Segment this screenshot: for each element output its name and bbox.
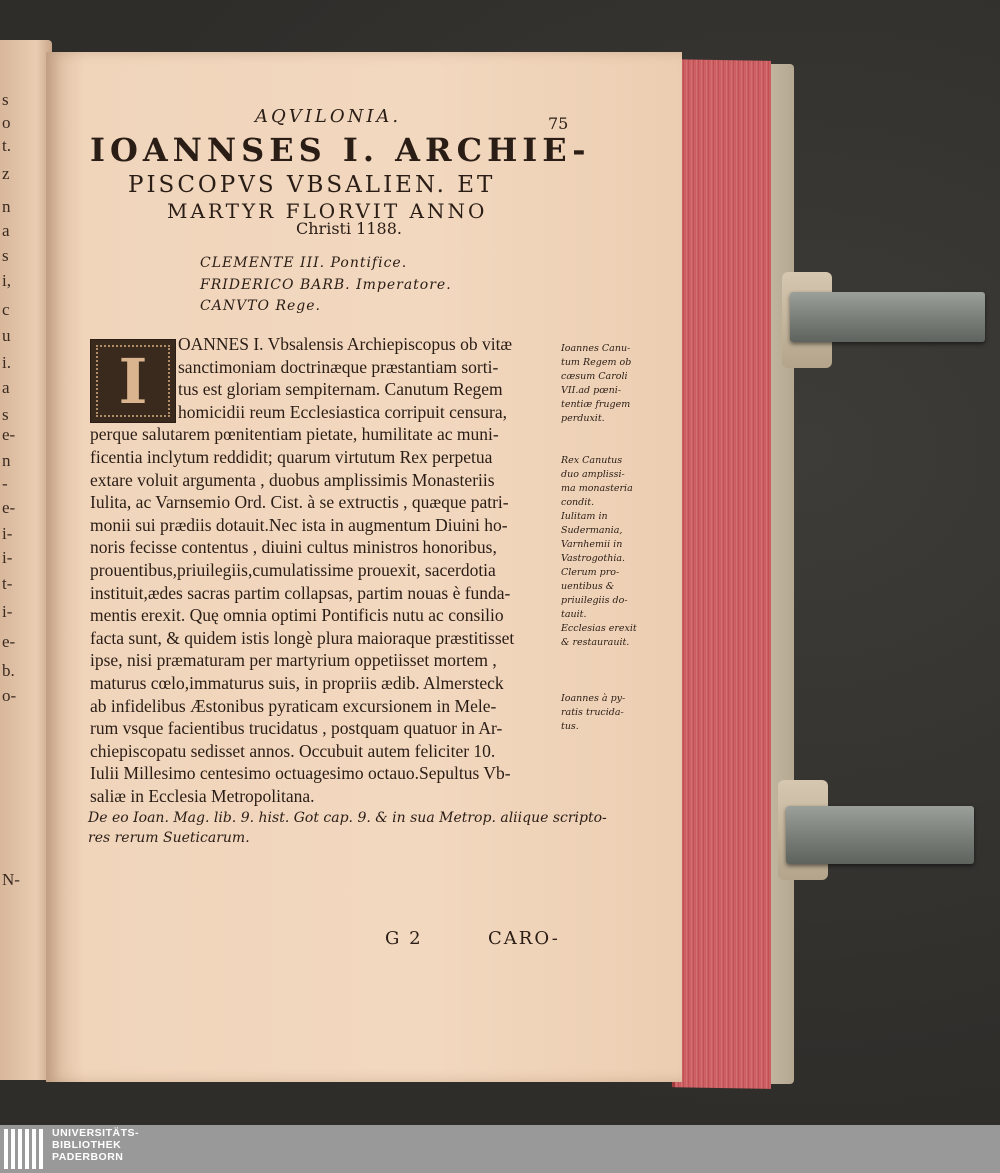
decorated-initial bbox=[90, 339, 176, 423]
margin-note-line: Ioannes à py- bbox=[561, 693, 626, 704]
body-line: instituit,ædes sacras partim collapsas, partim nouas è funda- bbox=[90, 582, 511, 603]
title-line-4: Christi 1188. bbox=[296, 219, 402, 238]
left-edge-fragment: u bbox=[2, 326, 11, 345]
left-edge-fragment: s bbox=[2, 246, 9, 265]
left-edge-fragment: s bbox=[2, 405, 9, 424]
left-edge-fragment: a bbox=[2, 221, 10, 240]
margin-note-line: tentiæ frugem bbox=[561, 399, 631, 410]
left-edge-fragment: o- bbox=[2, 686, 17, 705]
body-line: Iulita, ac Varnsemio Ord. Cist. à se extructis , quæque patri- bbox=[90, 492, 509, 513]
left-edge-fragment: - bbox=[2, 474, 8, 493]
page-edges bbox=[672, 59, 771, 1089]
left-edge-fragment: e- bbox=[2, 498, 16, 517]
left-edge-fragment: t. bbox=[2, 136, 11, 155]
context-line-3: CANVTO Rege. bbox=[200, 298, 321, 314]
body-line: facta sunt, & quidem istis longè plura maioraque præstitisset bbox=[90, 627, 515, 648]
margin-note-line: Sudermania, bbox=[561, 525, 623, 536]
library-logo-icon bbox=[2, 1125, 46, 1173]
footnote-line-1: De eo Ioan. Mag. lib. 9. hist. Got cap. 9. & in sua Metrop. aliique scripto- bbox=[88, 810, 607, 826]
left-edge-fragment: i- bbox=[2, 524, 13, 543]
margin-note-line: Vastrogothia. bbox=[561, 553, 626, 564]
left-edge-fragment: i, bbox=[2, 271, 11, 290]
left-edge-fragment: i- bbox=[2, 548, 13, 567]
left-edge-fragment: c bbox=[2, 300, 10, 319]
margin-note-line: condit. bbox=[561, 497, 595, 508]
body-line: rum vsque facientibus trucidatus , postquam quatuor in Ar- bbox=[90, 718, 503, 739]
margin-note-line: Iulitam in bbox=[561, 511, 608, 522]
left-edge-fragment: i. bbox=[2, 353, 11, 372]
margin-note-line: ma monasteria bbox=[561, 483, 633, 494]
margin-note-line: Rex Canutus bbox=[561, 455, 623, 466]
margin-note-line: uentibus & bbox=[561, 581, 615, 592]
body-line: mentis erexit. Quę omnia optimi Pontificis nutu ac consilio bbox=[90, 605, 504, 626]
footnote-line-2: res rerum Sueticarum. bbox=[88, 830, 250, 846]
body-line: chiepiscopatu sedisset annos. Occubuit autem feliciter 10. bbox=[90, 740, 496, 761]
left-edge-fragment: z bbox=[2, 164, 10, 183]
left-edge-fragment: a bbox=[2, 378, 10, 397]
margin-note-line: priuilegiis do- bbox=[561, 595, 628, 606]
left-edge-fragment: o bbox=[2, 113, 11, 132]
title-line-2: PISCOPVS VBSALIEN. ET bbox=[128, 172, 496, 198]
title-line-1: IOANNSES I. ARCHIE- bbox=[90, 131, 591, 169]
left-edge-fragment: n bbox=[2, 197, 11, 216]
context-line-1: CLEMENTE III. Pontifice. bbox=[200, 255, 408, 271]
body-line: tus est gloriam sempiternam. Canutum Regem bbox=[178, 379, 503, 400]
margin-note-line: VII.ad pœni- bbox=[561, 385, 621, 396]
library-name-line-1: UNIVERSITÄTS- bbox=[52, 1127, 140, 1139]
left-edge-fragment: e- bbox=[2, 425, 16, 444]
left-edge-fragment: t- bbox=[2, 574, 13, 593]
margin-note-line: tus. bbox=[561, 721, 579, 732]
catchword: CARO- bbox=[488, 928, 560, 949]
margin-note-line: tauit. bbox=[561, 609, 587, 620]
page-number: 75 bbox=[548, 114, 569, 133]
title-line-3: MARTYR FLORVIT ANNO bbox=[167, 199, 488, 223]
body-line: noris fecisse contentus , diuini cultus ministros honoribus, bbox=[90, 537, 497, 558]
margin-note-line: cæsum Caroli bbox=[561, 371, 628, 382]
body-line: ab infidelibus Æstonibus pyraticam excursionem in Mele- bbox=[90, 695, 497, 716]
body-line: perque salutarem pœnitentiam pietate, humilitate ac muni- bbox=[90, 424, 499, 445]
body-line: Iulii Millesimo centesimo octuagesimo octauo.Sepultus Vb- bbox=[90, 763, 511, 784]
body-line: saliæ in Ecclesia Metropolitana. bbox=[90, 786, 315, 806]
clasp-top bbox=[790, 292, 985, 342]
left-edge-fragment: e- bbox=[2, 632, 16, 651]
signature: G 2 bbox=[385, 928, 423, 949]
margin-note-line: & restaurauit. bbox=[561, 637, 630, 648]
body-line: OANNES I. Vbsalensis Archiepiscopus ob vitæ bbox=[178, 334, 513, 354]
signature-mark bbox=[385, 928, 560, 949]
clasp-bottom bbox=[786, 806, 974, 864]
context-line-2: FRIDERICO BARB. Imperatore. bbox=[200, 277, 452, 293]
left-edge-fragment: s bbox=[2, 90, 9, 109]
margin-note-line: tum Regem ob bbox=[561, 357, 632, 368]
left-edge-fragment: N- bbox=[2, 870, 20, 889]
body-line: ipse, nisi præmaturam per martyrium oppetiisset mortem , bbox=[90, 650, 497, 671]
body-line: maturus cœlo,immaturus suis, in propriis ædib. Almersteck bbox=[90, 673, 504, 693]
margin-note-line: Ecclesias erexit bbox=[561, 623, 637, 634]
margin-note-line: perduxit. bbox=[561, 413, 605, 424]
body-line: sanctimoniam doctrinæque præstantiam sorti- bbox=[178, 356, 499, 377]
margin-note-line: Clerum pro- bbox=[561, 567, 620, 578]
library-name-line-3: PADERBORN bbox=[52, 1151, 124, 1163]
body-line: extare voluit argumenta , duobus amplissimis Monasteriis bbox=[90, 469, 495, 490]
body-line: ficentia inclytum reddidit; quarum virtutum Rex perpetua bbox=[90, 447, 493, 467]
library-name-line-2: BIBLIOTHEK bbox=[52, 1139, 122, 1151]
initial-letter: I bbox=[118, 344, 148, 418]
running-head: AQVILONIA. bbox=[255, 106, 402, 127]
body-line: prouentibus,priuilegiis,cumulatissime prouexit, sacerdotia bbox=[90, 560, 496, 580]
body-line: homicidii reum Ecclesiastica corripuit censura, bbox=[178, 401, 507, 422]
margin-note-line: ratis trucida- bbox=[561, 707, 624, 718]
library-footer bbox=[0, 1125, 1000, 1173]
margin-note-line: Ioannes Canu- bbox=[561, 343, 631, 354]
margin-note-line: Varnhemii in bbox=[561, 539, 623, 550]
margin-note-line: duo amplissi- bbox=[561, 469, 625, 480]
left-edge-fragment: n bbox=[2, 451, 11, 470]
left-page-edge bbox=[0, 40, 52, 1080]
left-edge-fragment: i- bbox=[2, 602, 13, 621]
body-line: monii sui prædiis dotauit.Nec ista in augmentum Diuini ho- bbox=[90, 514, 508, 535]
left-edge-fragment: b. bbox=[2, 661, 15, 680]
